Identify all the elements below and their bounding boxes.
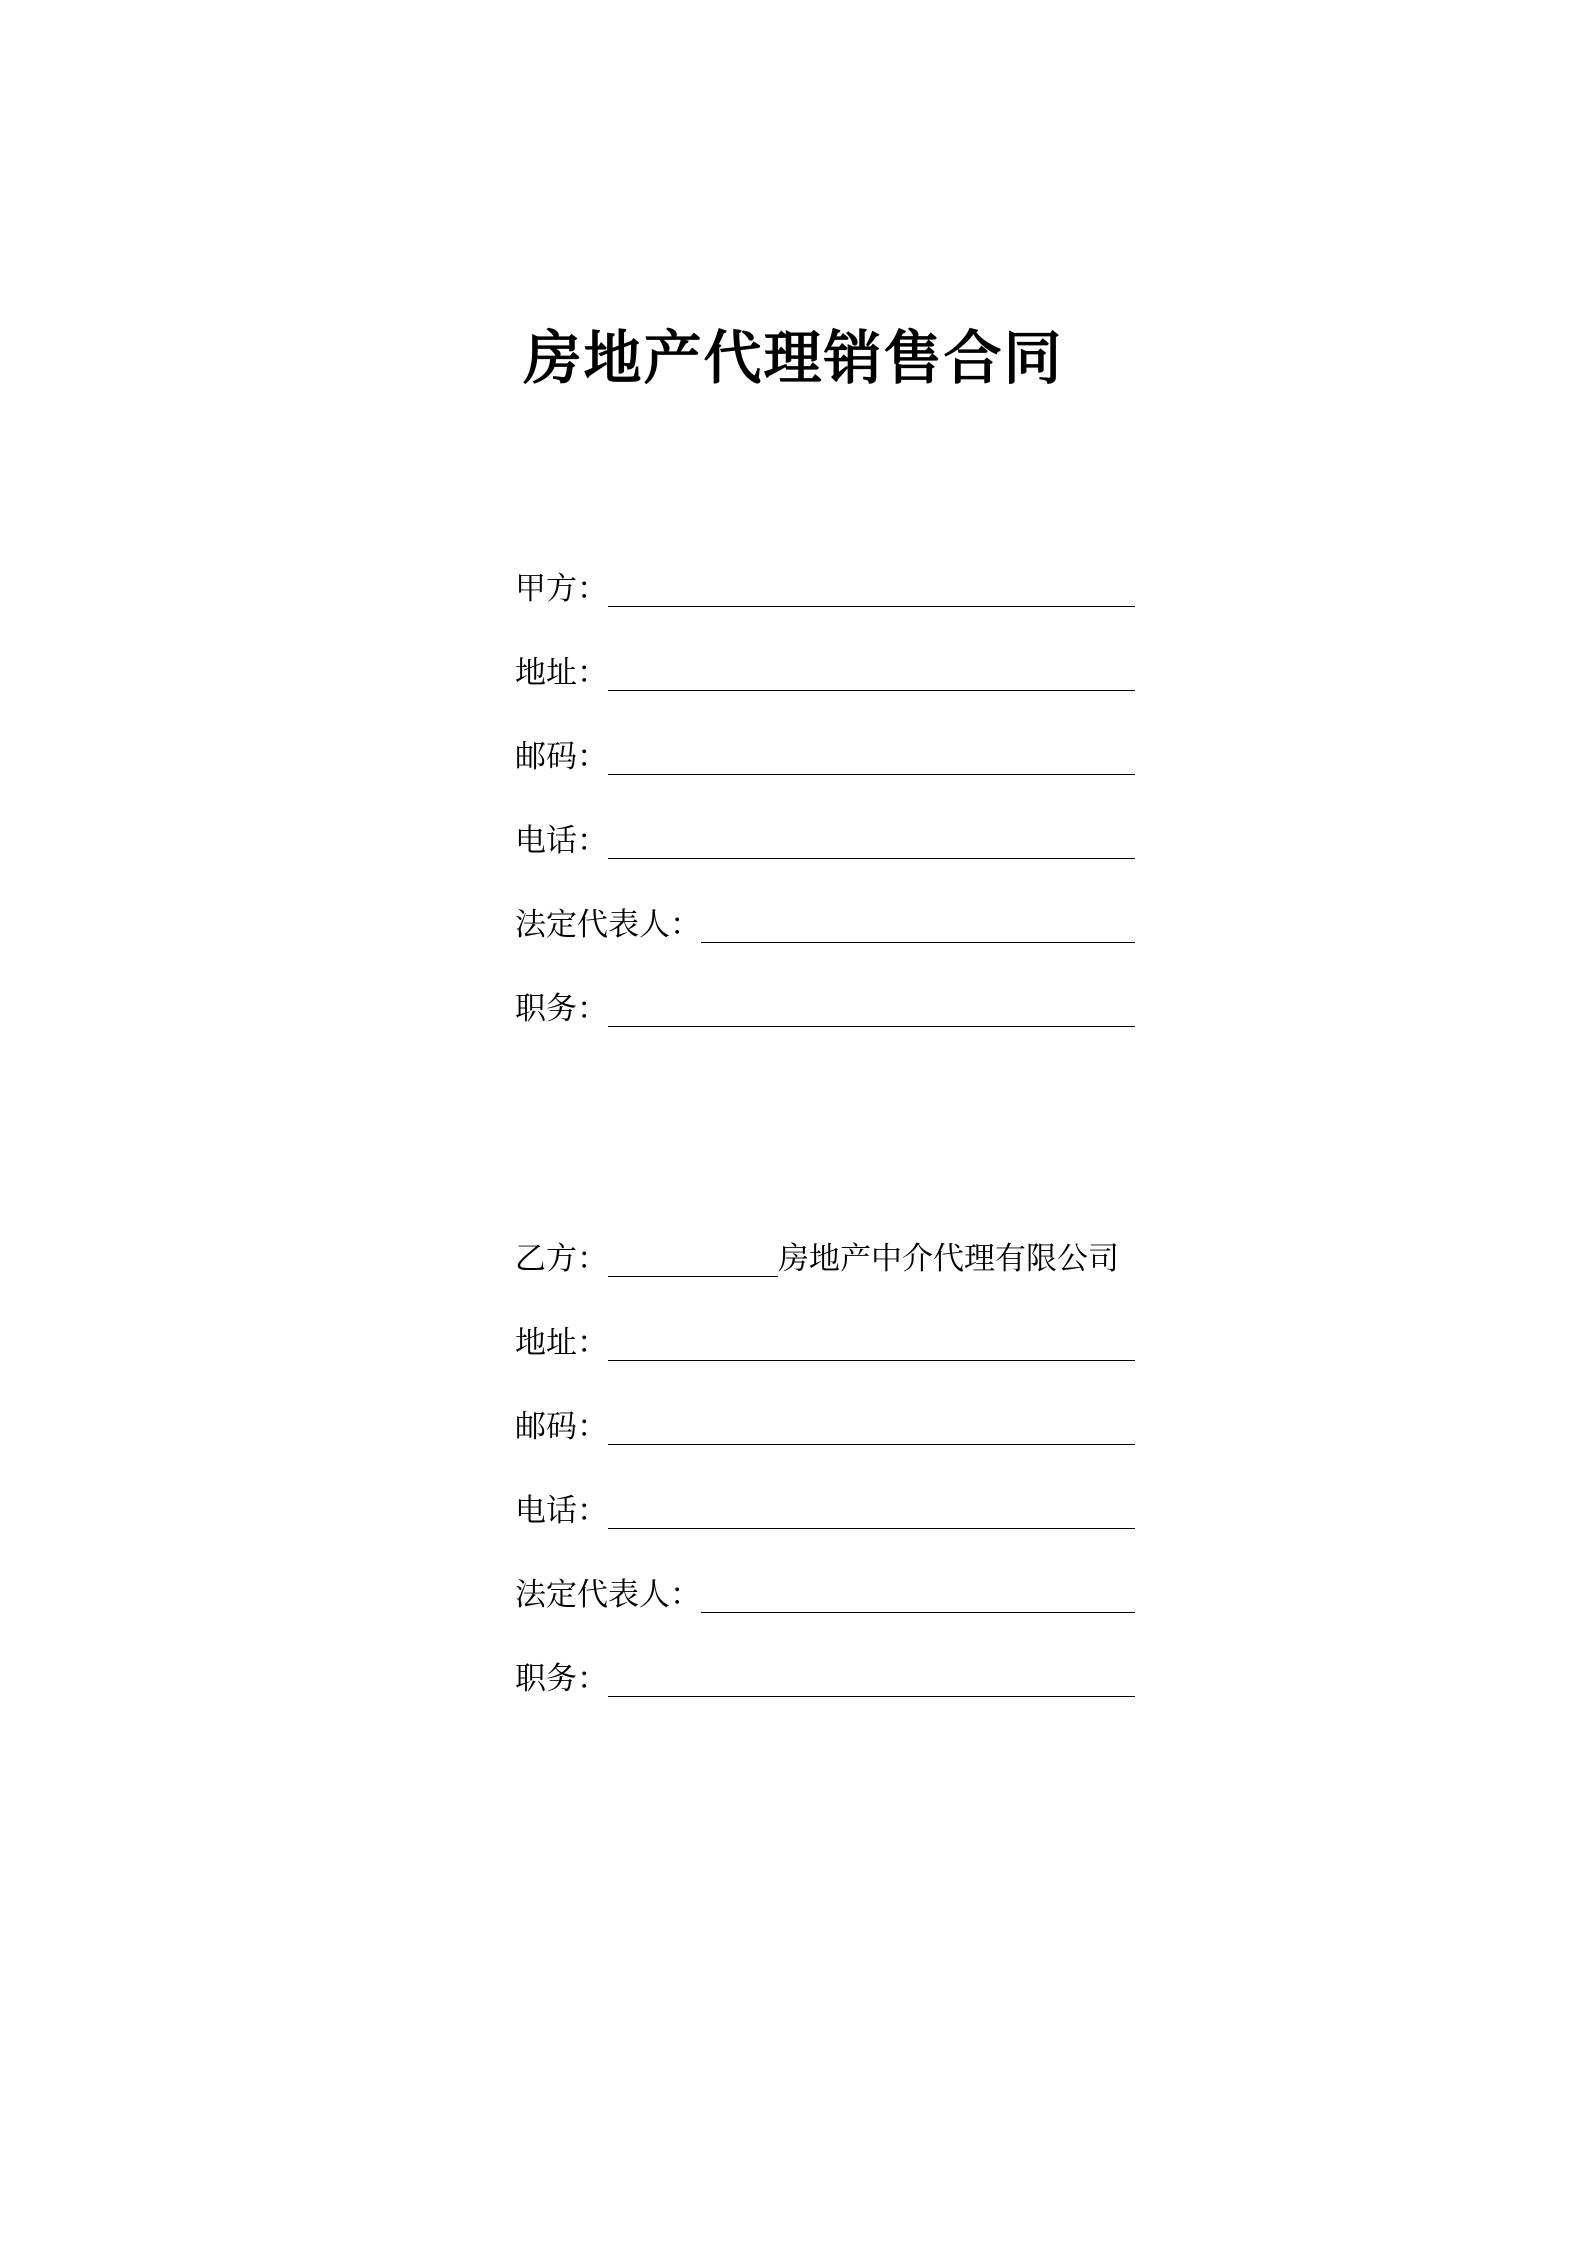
page-title: 房地产代理销售合同	[523, 324, 1064, 392]
party-b-position-row	[515, 1615, 1135, 1699]
party-b-legal-rep-field[interactable]	[701, 1576, 1135, 1613]
party-b-section	[515, 1195, 1135, 1699]
party-b-postcode-field[interactable]	[608, 1408, 1135, 1445]
party-a-name-field[interactable]	[608, 570, 1135, 607]
party-a-phone-field[interactable]	[608, 822, 1135, 859]
party-b-name-suffix: 房地产中介代理有限公司	[778, 1241, 1119, 1277]
party-a-name-label: 甲方：	[515, 571, 608, 607]
party-a-address-row	[515, 609, 1135, 693]
party-a-phone-row	[515, 777, 1135, 861]
party-a-position-row	[515, 945, 1135, 1029]
party-a-legal-rep-field[interactable]	[701, 906, 1135, 943]
party-a-legal-rep-label: 法定代表人：	[515, 907, 701, 943]
party-b-legal-rep-label: 法定代表人：	[515, 1577, 701, 1613]
party-b-name-label: 乙方：	[515, 1241, 608, 1277]
party-b-address-field[interactable]	[608, 1324, 1135, 1361]
party-b-address-label: 地址：	[515, 1325, 608, 1361]
party-a-section	[515, 525, 1135, 1029]
party-a-position-label: 职务：	[515, 991, 608, 1027]
party-a-address-field[interactable]	[608, 654, 1135, 691]
party-b-address-row	[515, 1279, 1135, 1363]
party-a-phone-label: 电话：	[515, 823, 608, 859]
party-a-address-label: 地址：	[515, 655, 608, 691]
party-a-legal-rep-row	[515, 861, 1135, 945]
party-a-name-row	[515, 525, 1135, 609]
party-b-postcode-label: 邮码：	[515, 1409, 608, 1445]
party-b-position-field[interactable]	[608, 1660, 1135, 1697]
party-a-postcode-row	[515, 693, 1135, 777]
party-a-postcode-field[interactable]	[608, 738, 1135, 775]
party-b-postcode-row	[515, 1363, 1135, 1447]
party-b-legal-rep-row	[515, 1531, 1135, 1615]
party-b-phone-label: 电话：	[515, 1493, 608, 1529]
party-a-position-field[interactable]	[608, 990, 1135, 1027]
party-b-phone-field[interactable]	[608, 1492, 1135, 1529]
party-b-name-row	[515, 1195, 1135, 1279]
party-b-phone-row	[515, 1447, 1135, 1531]
party-b-name-field[interactable]	[608, 1240, 778, 1277]
party-b-position-label: 职务：	[515, 1661, 608, 1697]
party-a-postcode-label: 邮码：	[515, 739, 608, 775]
